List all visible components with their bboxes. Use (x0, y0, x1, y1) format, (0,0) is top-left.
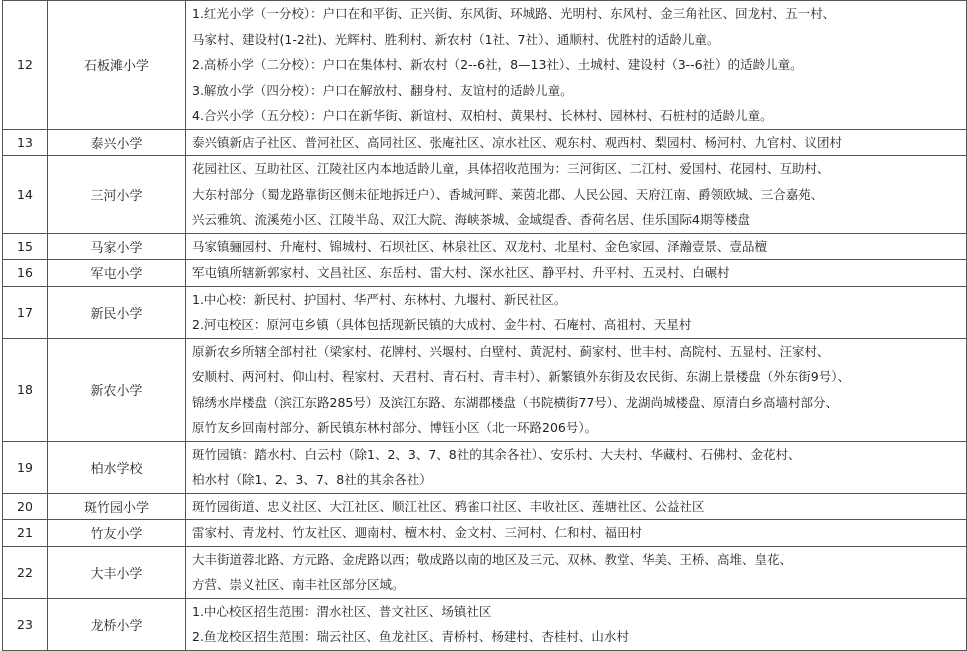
table-row (3, 598, 967, 650)
range-line: 4.合兴小学（五分校）：户口在新华街、新谊村、双柏村、黄果村、长林村、园林村、石桩村的适龄儿童。 (192, 108, 773, 123)
row-number: 13 (3, 129, 48, 156)
row-number: 14 (3, 156, 48, 234)
range-line: 雷家村、青龙村、竹友社区、逥南村、檀木村、金文村、三河村、仁和村、福田村 (192, 525, 643, 540)
enrollment-range (186, 129, 967, 156)
enrollment-range (186, 338, 967, 441)
enrollment-range (186, 493, 967, 520)
range-line: 柏水村（除1、2、3、7、8社的其余各社） (192, 472, 432, 487)
enrollment-range (186, 546, 967, 598)
table-row (3, 260, 967, 287)
school-name: 石板滩小学 (48, 1, 186, 130)
row-number: 12 (3, 1, 48, 130)
range-line: 原新农乡所辖全部村社（梁家村、花牌村、兴堰村、白壁村、黄泥村、蓟家村、世丰村、高院村、五显村、汪家村、 (192, 343, 830, 359)
table-row (3, 286, 967, 338)
row-number: 16 (3, 260, 48, 287)
row-number: 18 (3, 338, 48, 441)
range-line: 原竹友乡回南村部分、新民镇东林村部分、博钰小区（北一环路206号）。 (192, 420, 598, 435)
range-line: 马家镇骊园村、升庵村、锦城村、石坝社区、林泉社区、双龙村、北星村、金色家园、泽瀚壹景、壹品檀 (192, 238, 768, 254)
range-line: 马家村、建设村(1-2社)、光辉村、胜利村、新农村（1社、7社）、通顺村、优胜村的适龄儿童。 (192, 31, 720, 47)
table-row (3, 546, 967, 598)
range-line: 锦绣水岸楼盘（滨江东路285号）及滨江东路、东湖郡楼盘（书院横街77号）、龙湖尚城楼盘、原清白乡高墙村部分、 (192, 394, 839, 410)
table-row (3, 520, 967, 547)
enrollment-range (186, 286, 967, 338)
range-line: 大丰街道蓉北路、方元路、金虎路以西；敬成路以南的地区及三元、双林、教堂、华美、王桥、高堆、皇花、 (192, 551, 793, 567)
school-name: 军屯小学 (48, 260, 186, 287)
range-line: 斑竹园镇：踏水村、白云村（除1、2、3、7、8社的其余各社）、安乐村、大夫村、华藏村、石佛村、金花村、 (192, 446, 801, 462)
enrollment-range (186, 441, 967, 493)
range-line: 3.解放小学（四分校）：户口在解放村、翻身村、友谊村的适龄儿童。 (192, 82, 573, 98)
table-row (3, 129, 967, 156)
enrollment-range (186, 1, 967, 130)
range-line: 花园社区、互助社区、江陵社区内本地适龄儿童，具体招收范围为：三河街区、二江村、爱国村、花园村、互助村、 (192, 161, 830, 176)
table-row (3, 441, 967, 493)
table-row (3, 156, 967, 234)
school-name: 三河小学 (48, 156, 186, 234)
row-number: 21 (3, 520, 48, 547)
school-name: 泰兴小学 (48, 129, 186, 156)
row-number: 19 (3, 441, 48, 493)
school-name: 柏水学校 (48, 441, 186, 493)
row-number: 17 (3, 286, 48, 338)
enrollment-range (186, 156, 967, 234)
school-name: 大丰小学 (48, 546, 186, 598)
range-line: 2.河屯校区：原河屯乡镇（具体包括现新民镇的大成村、金牛村、石庵村、高祖村、天星村 (192, 317, 692, 332)
row-number: 23 (3, 598, 48, 650)
school-name: 斑竹园小学 (48, 493, 186, 520)
table-row (3, 233, 967, 260)
school-name: 马家小学 (48, 233, 186, 260)
range-line: 2.高桥小学（二分校）：户口在集体村、新农村（2--6社，8—13社）、土城村、建设村（3--6社）的适龄儿童。 (192, 57, 803, 72)
enrollment-range (186, 260, 967, 287)
row-number: 22 (3, 546, 48, 598)
range-line: 1.中心校区招生范围：渭水社区、普文社区、场镇社区 (192, 603, 492, 619)
range-line: 2.鱼龙校区招生范围：瑞云社区、鱼龙社区、青桥村、杨建村、杏桂村、山水村 (192, 629, 629, 644)
school-name: 新民小学 (48, 286, 186, 338)
enrollment-table (2, 0, 967, 651)
range-line: 军屯镇所辖新郭家村、文昌社区、东岳村、雷大村、深水社区、静平村、升平村、五灵村、白碾村 (192, 265, 730, 280)
school-name: 新农小学 (48, 338, 186, 441)
table-row (3, 1, 967, 130)
enrollment-range (186, 233, 967, 260)
row-number: 20 (3, 493, 48, 520)
range-line: 泰兴镇新店子社区、普河社区、高同社区、张庵社区、凉水社区、观东村、观西村、梨园村、杨河村、九官村、议团村 (192, 134, 843, 150)
range-line: 斑竹园街道、忠义社区、大江社区、顺江社区、鸦雀口社区、丰收社区、莲塘社区、公益社区 (192, 498, 705, 514)
enrollment-range (186, 520, 967, 547)
school-name: 竹友小学 (48, 520, 186, 547)
enrollment-range (186, 598, 967, 650)
school-name: 龙桥小学 (48, 598, 186, 650)
row-number: 15 (3, 233, 48, 260)
range-line: 方营、崇义社区、南丰社区部分区域。 (192, 577, 405, 592)
range-line: 1.中心校：新民村、护国村、华严村、东林村、九堰村、新民社区。 (192, 291, 567, 307)
range-line: 兴云雅筑、流溪苑小区、江陵半岛、双江大院、海峡茶城、金域缇香、香荷名居、佳乐国际4期等楼盘 (192, 212, 750, 227)
range-line: 1.红光小学（一分校）：户口在和平街、正兴街、东风街、环城路、光明村、东风村、金三角社区、回龙村、五一村、 (192, 6, 836, 21)
range-line: 大东村部分（蜀龙路靠街区侧未征地拆迁户）、香城河畔、莱茵北郡、人民公园、天府江南、爵领欧城、三合嘉苑、 (192, 186, 824, 202)
table-row (3, 493, 967, 520)
table-row (3, 338, 967, 441)
range-line: 安顺村、两河村、仰山村、程家村、天君村、青石村、青丰村）、新繁镇外东街及农民街、东湖上景楼盘（外东街9号）、 (192, 369, 850, 384)
